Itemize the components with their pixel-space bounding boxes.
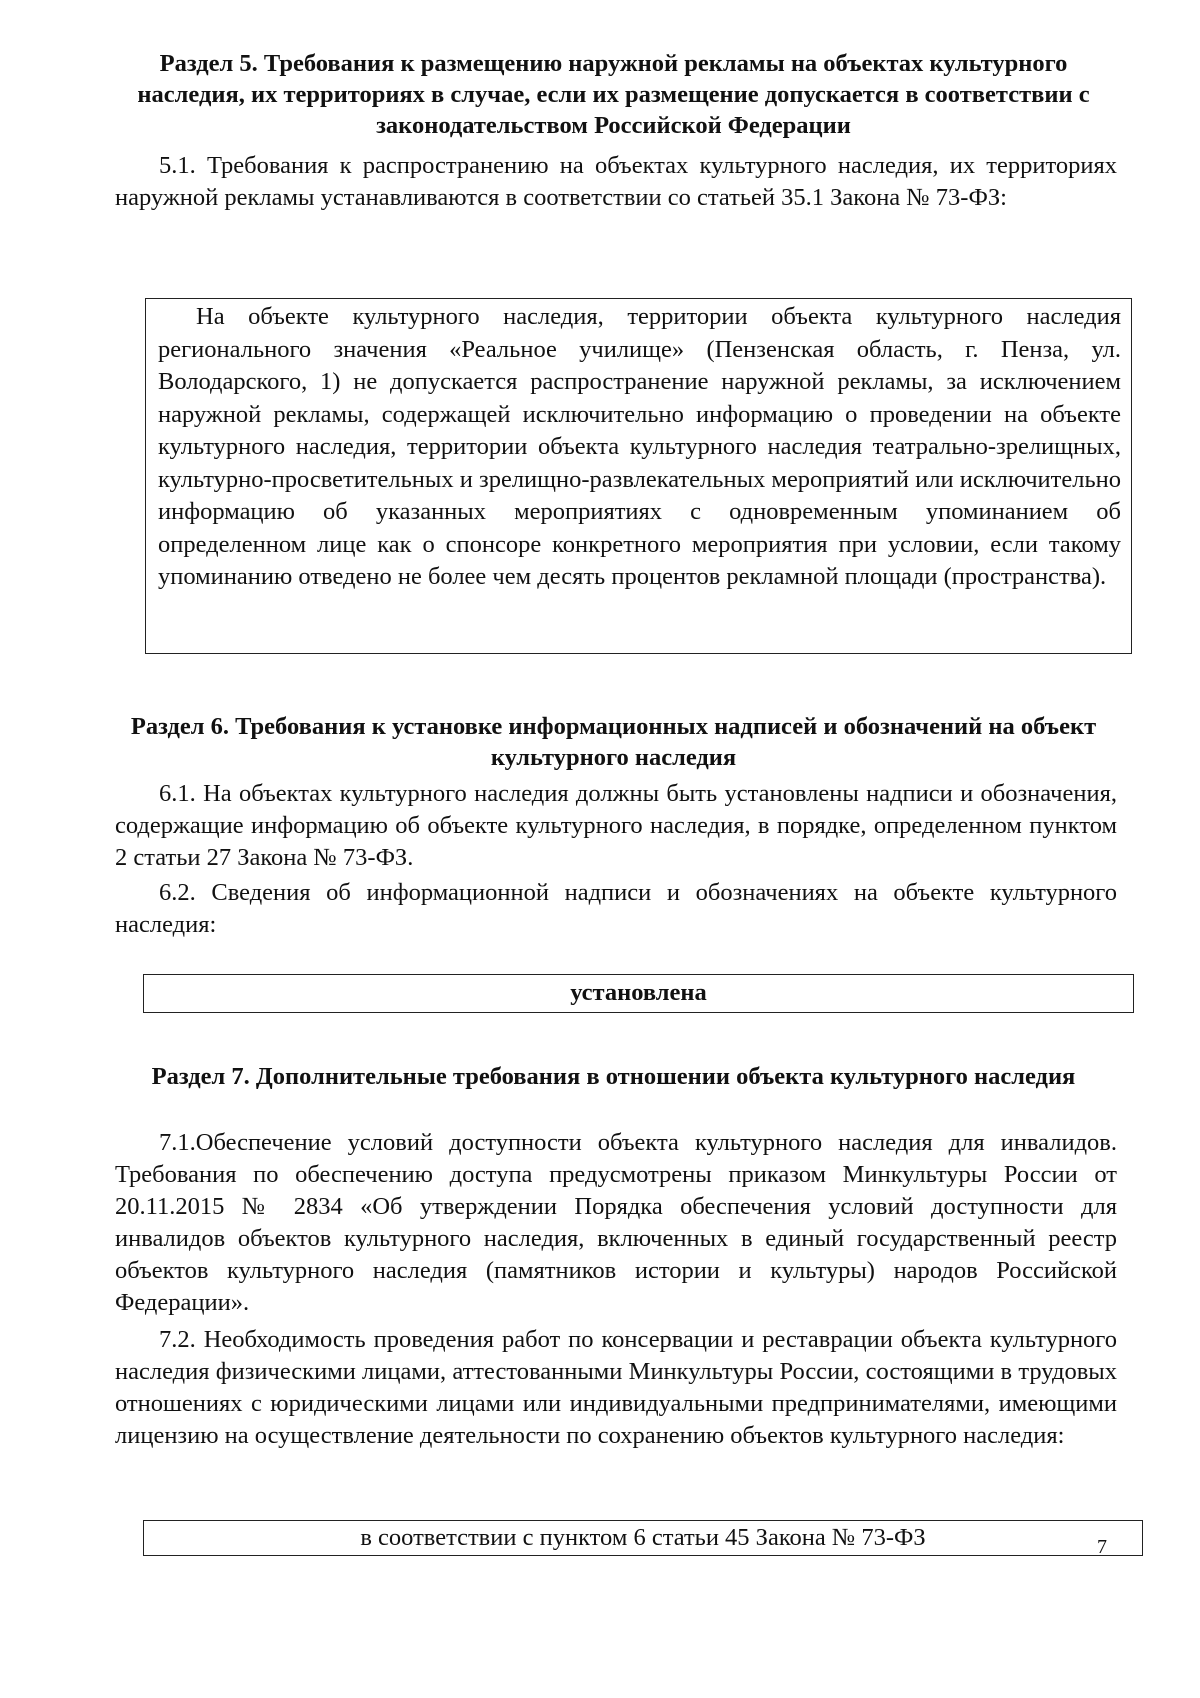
advertising-requirements-box [145, 298, 1132, 654]
section-5-paragraph-1: 5.1. Требования к распространению на объектах культурного наследия, их территориях наружной рекламы устанавливаются в соответствии со статьей 35.1 Закона № 73-ФЗ: [115, 152, 1117, 211]
section-7-paragraph-1: 7.1.Обеспечение условий доступности объекта культурного наследия для инвалидов. Требования по обеспечению доступа предусмотрены приказом Минкультуры России от 20.11.2015 № 2834 «Об утверждении Порядка обеспечения условий доступности для инвалидов объектов культурного наследия, включенных в единый государственный реестр объектов культурного наследия (памятников истории и культуры) народов Российской Федерации». [115, 1129, 1117, 1316]
section-7-heading: Раздел 7. Дополнительные требования в отношении объекта культурного наследия [151, 1063, 1076, 1090]
section-5-heading: Раздел 5. Требования к размещению наружной рекламы на объектах культурного наследия, их территориях в случае, если их размещение допускается в соответствии с законодательством Российской Федерации [137, 50, 1090, 139]
advertising-requirements-text: На объекте культурного наследия, территории объекта культурного наследия регионального значения «Реальное училище» (Пензенская область, г. Пенза, ул. Володарского, 1) не допускается распространение наружной рекламы, за исключением наружной рекламы, содержащей исключительно информацию о проведении на объекте культурного наследия, территории объекта культурного наследия театрально-зрелищных, культурно-просветительных и зрелищно-развлекательных мероприятий или исключительно информацию об указанных мероприятиях с одновременным упоминанием об определенном лице как о спонсоре конкретного мероприятия при условии, если такому упоминанию отведено не более чем десять процентов рекламной площади (пространства). [158, 303, 1121, 590]
conservation-requirement-text: в соответствии с пунктом 6 статьи 45 Закона № 73-ФЗ [360, 1524, 926, 1551]
section-7-paragraph-2: 7.2. Необходимость проведения работ по консервации и реставрации объекта культурного наследия физическими лицами, аттестованными Минкультуры России, состоящими в трудовых отношениях с юридическими лицами или индивидуальными предпринимателями, имеющими лицензию на осуществление деятельности по сохранению объектов культурного наследия: [115, 1326, 1117, 1449]
page-number: 7 [1097, 1536, 1107, 1558]
section-6-paragraph-1: 6.1. На объектах культурного наследия должны быть установлены надписи и обозначения, содержащие информацию об объекте культурного наследия, в порядке, определенном пунктом 2 статьи 27 Закона № 73-ФЗ. [115, 780, 1117, 871]
signage-status-box [143, 974, 1134, 1013]
section-6-heading: Раздел 6. Требования к установке информационных надписей и обозначений на объект культурного наследия [130, 713, 1097, 771]
conservation-requirement-box [143, 1520, 1143, 1556]
section-6-paragraph-2: 6.2. Сведения об информационной надписи и обозначениях на объекте культурного наследия: [115, 879, 1117, 938]
signage-status-text: установлена [570, 979, 707, 1006]
